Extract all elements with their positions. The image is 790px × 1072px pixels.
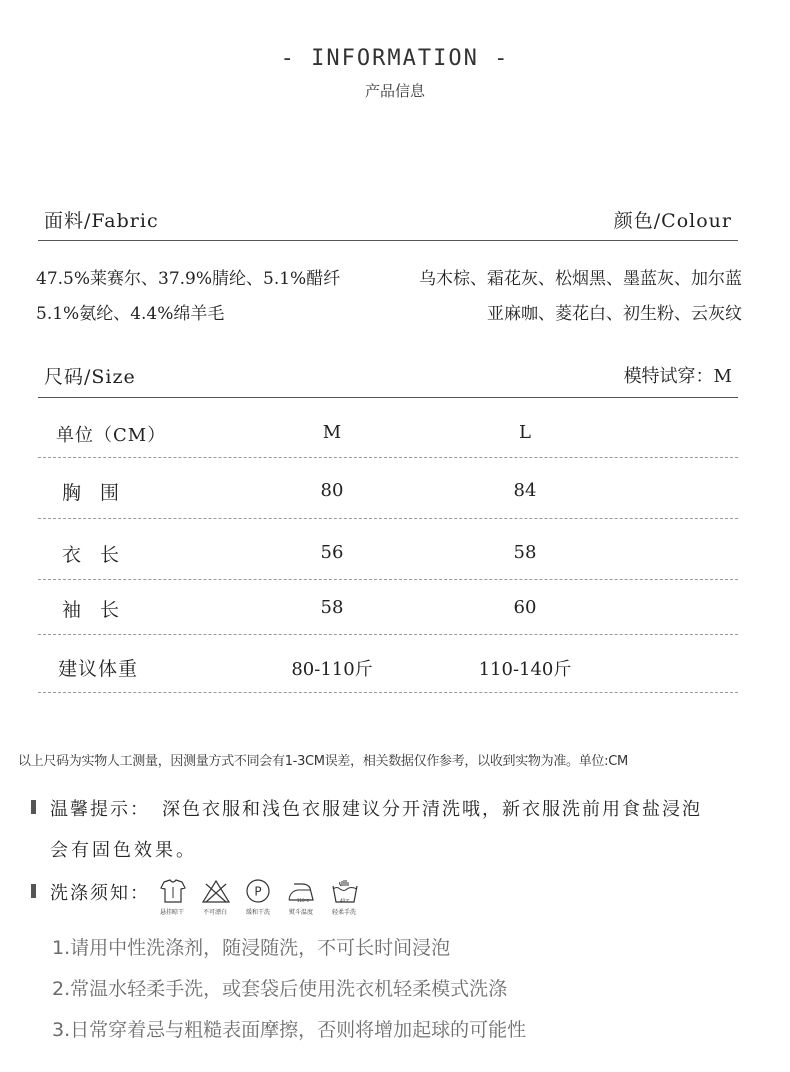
size-label: 尺码/Size — [44, 366, 136, 388]
care-caption: 缓和干洗 — [246, 909, 271, 916]
tips-label: 温馨提示： — [50, 799, 150, 820]
wash-instruction: 1.请用中性洗涤剂，随浸随洗，不可长时间浸泡 — [52, 937, 451, 959]
fabric-divider — [38, 240, 738, 241]
table-divider — [38, 692, 738, 693]
row-name: 胸 围 — [62, 482, 120, 504]
tips-text-line1: 深色衣服和浅色衣服建议分开清洗哦，新衣服洗前用食盐浸泡 — [162, 799, 702, 820]
row-value-m: 80 — [320, 480, 344, 501]
size-m-header: M — [322, 422, 342, 443]
table-divider — [38, 457, 738, 458]
page-subtitle: 产品信息 — [364, 82, 425, 100]
wash-instruction: 3.日常穿着忌与粗糙表面摩擦，否则将增加起球的可能性 — [52, 1019, 527, 1041]
size-l-header: L — [519, 422, 531, 443]
wash-temp-mark: 40℃ — [340, 898, 350, 903]
row-value-l: 84 — [513, 480, 537, 501]
care-caption: 轻柔手洗 — [332, 909, 357, 916]
row-name: 袖 长 — [62, 599, 120, 621]
wash-instruction: 2.常温水轻柔手洗，或套袋后使用洗衣机轻柔模式洗涤 — [52, 978, 508, 1000]
no-bleach-icon — [201, 878, 231, 904]
tips-bullet-bar — [31, 800, 36, 814]
size-divider — [38, 397, 738, 398]
fabric-label: 面料/Fabric — [44, 210, 159, 232]
row-value-l: 110-140斤 — [478, 659, 572, 680]
svg-text:P: P — [254, 884, 262, 899]
row-name: 衣 长 — [62, 544, 120, 566]
model-size-label: 模特试穿：M — [623, 366, 732, 387]
colour-list-line2: 亚麻咖、菱花白、初生粉、云灰纹 — [487, 304, 742, 324]
colour-label: 颜色/Colour — [613, 210, 732, 232]
row-value-l: 60 — [513, 597, 537, 618]
page-title: - INFORMATION - — [280, 46, 510, 71]
colour-list-line1: 乌木棕、霜花灰、松烟黑、墨蓝灰、加尔蓝 — [419, 269, 742, 289]
table-divider — [38, 579, 738, 580]
care-caption: 悬挂晾干 — [160, 909, 185, 916]
table-divider — [38, 634, 738, 635]
hang-dry-icon — [158, 878, 188, 904]
iron-temp-mark: 110℃ — [297, 898, 310, 903]
wash-label: 洗涤须知： — [50, 883, 150, 904]
care-caption: 不可漂白 — [203, 909, 228, 916]
unit-header: 单位（CM） — [56, 425, 167, 446]
row-value-m: 80-110斤 — [291, 659, 373, 680]
row-name: 建议体重 — [58, 658, 139, 680]
measurement-note: 以上尺码为实物人工测量，因测量方式不同会有1-3CM误差，相关数据仅作参考，以收到实物为准。单位:CM — [18, 754, 628, 769]
tips-text-line2: 会有固色效果。 — [50, 840, 197, 861]
fabric-composition-line2: 5.1%氨纶、4.4%绵羊毛 — [36, 304, 225, 324]
row-value-m: 58 — [320, 597, 344, 618]
wash-bullet-bar — [31, 884, 36, 898]
row-value-m: 56 — [320, 542, 344, 563]
care-caption: 熨斗温度 — [289, 909, 314, 916]
dry-clean-p-icon — [243, 878, 273, 904]
row-value-l: 58 — [513, 542, 537, 563]
fabric-composition-line1: 47.5%莱赛尔、37.9%腈纶、5.1%醋纤 — [36, 269, 341, 289]
table-divider — [38, 518, 738, 519]
